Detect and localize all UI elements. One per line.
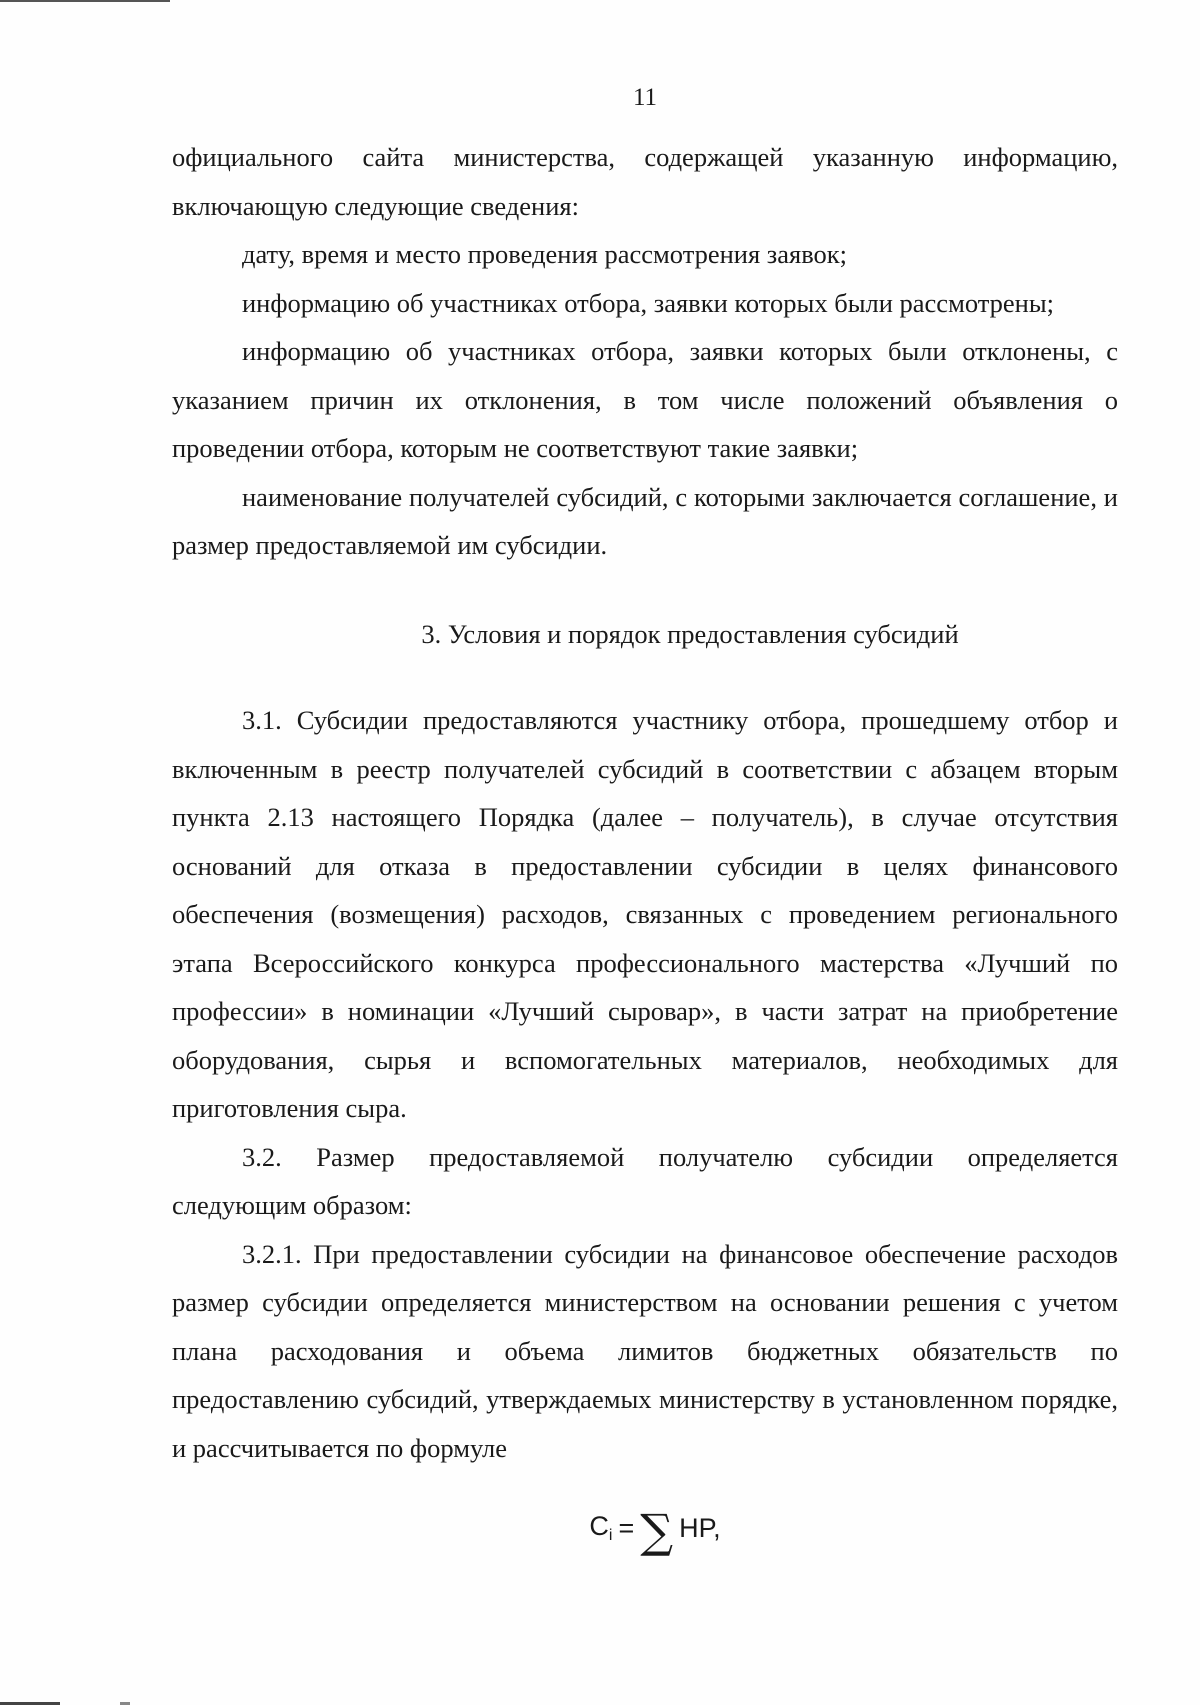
page-number: 11 — [632, 84, 658, 111]
section-heading: 3. Условия и порядок предоставления субсидий — [421, 618, 959, 649]
paragraph-5: наименование получателей субсидий, с которыми заключается соглашение, и размер предоставляемой им субсидии. — [172, 481, 1118, 560]
formula-equals: = — [618, 1512, 635, 1543]
paragraph-3-2: 3.2. Размер предоставляемой получателю субсидии определяется следующим образом: — [172, 1141, 1118, 1220]
spacer — [172, 570, 1118, 610]
formula-rhs: HP, — [679, 1512, 721, 1543]
spacer — [172, 658, 1118, 696]
formula-subscript: i — [608, 1527, 613, 1544]
paragraph-3-2-1: 3.2.1. При предоставлении субсидии на финансовое обеспечение расходов размер субсидии определяется министерством на основании решения с учетом плана расходования и объема лимитов бюджетных обязательств по предоставлению субсидий, утверждаемых министерству в установленном порядке, и рассчитывается по формуле — [172, 1238, 1118, 1463]
formula — [0, 1504, 1200, 1558]
paragraph-1: официального сайта министерства, содержащей указанную информацию, включающую следующие сведения: — [172, 142, 1118, 221]
scan-edge-top — [0, 0, 170, 2]
sum-operator: ∑ — [640, 1504, 674, 1558]
paragraph-2: дату, время и место проведения рассмотрения заявок; — [242, 239, 848, 269]
paragraph-3-1: 3.1. Субсидии предоставляются участнику отбора, прошедшему отбор и включенным в реестр получателей субсидий в соответствии с абзацем вторым пункта 2.13 настоящего Порядка (далее – получатель), в случае отсутствия оснований для отказа в предоставлении субсидии в целях финансового обеспечения (возмещения) расходов, связанных с проведением регионального этапа Всероссийского конкурса профессионального мастерства «Лучший по профессии» в номинации «Лучший сыровар», в части затрат на приобретение оборудования, сырья и вспомогательных материалов, необходимых для приготовления сыра. — [172, 705, 1118, 1123]
paragraph-4: информацию об участниках отбора, заявки которых были отклонены, с указанием причин их отклонения, в том числе положений объявления о проведении отбора, которым не соответствуют такие заявки; — [172, 336, 1118, 463]
paragraph-3: информацию об участниках отбора, заявки которых были рассмотрены; — [242, 287, 1055, 318]
formula-lhs: $C_i$ — [589, 1511, 613, 1544]
body-text — [172, 133, 1118, 1472]
